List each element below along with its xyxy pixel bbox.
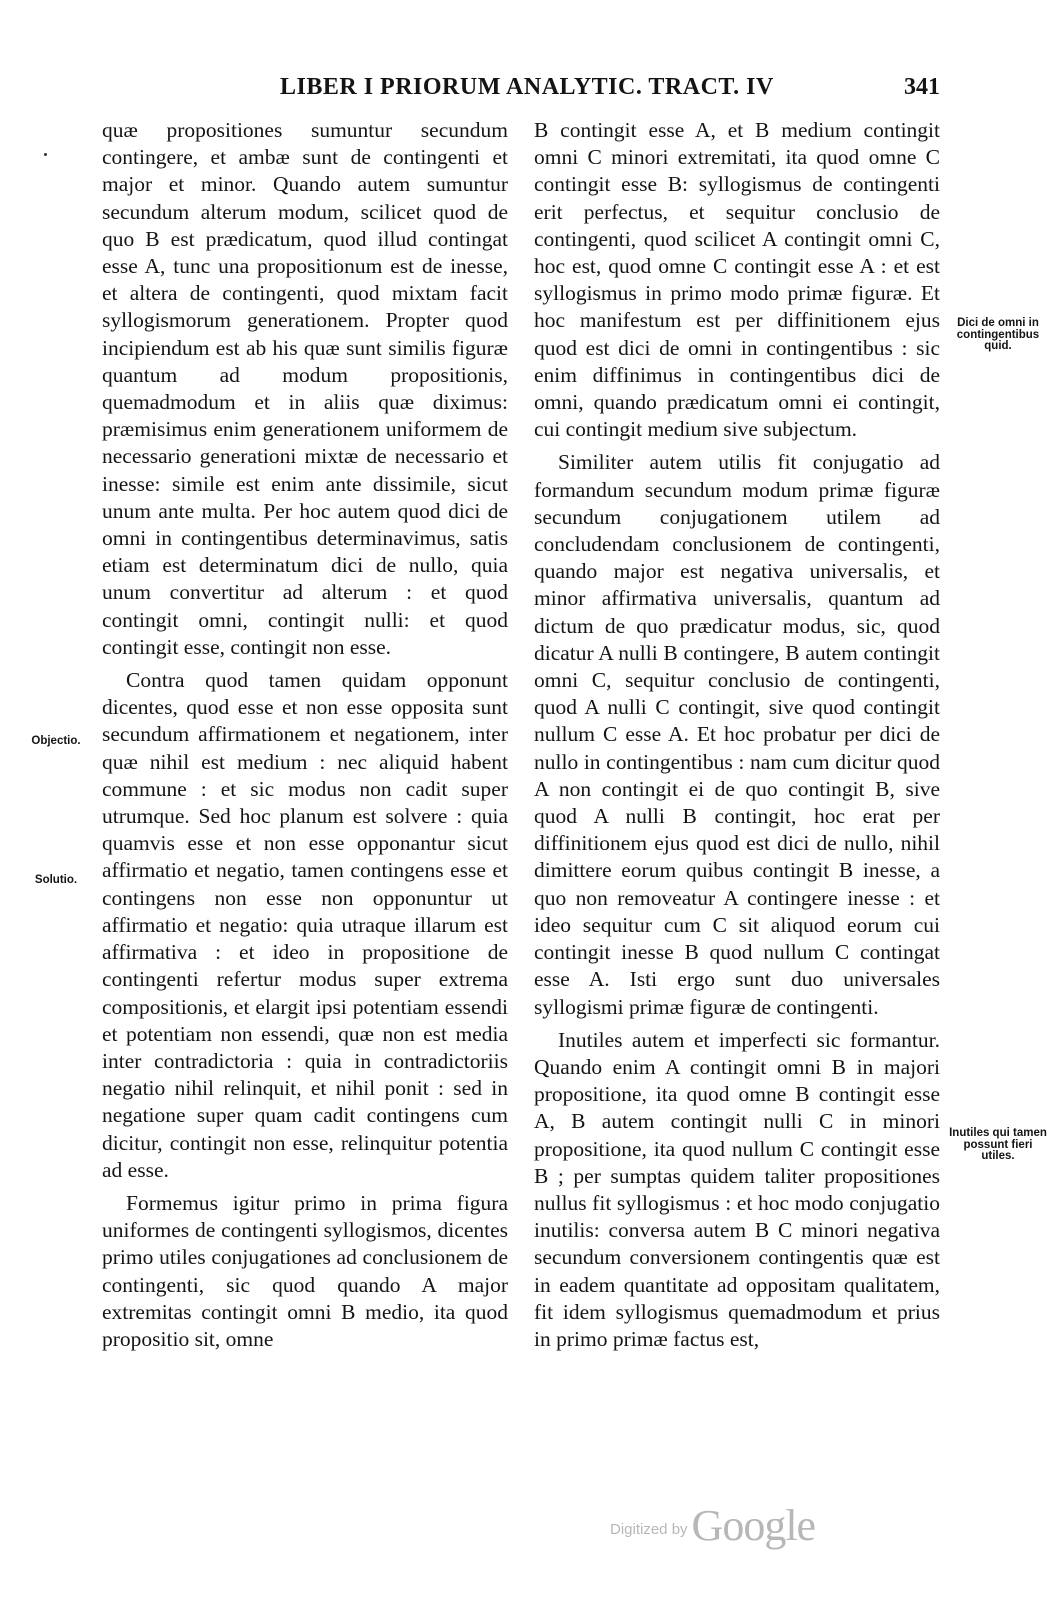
margin-note-objectio: Objectio. [31, 735, 81, 747]
right-column [534, 117, 940, 1359]
google-watermark [610, 1500, 870, 1548]
paragraph: Similiter autem utilis fit conjugatio ad formandum secundum modum primæ figuræ secundum conjugationem utilem ad concludendam conclusionem de contingenti, quando major est negativa universalis, et minor affirmativa universalis, quantum ad dictum de quo prædicatur modus, sic, quod dicatur A nulli B contingere, B autem contingit omni C, sequitur conclusio de contingenti, quod A nulli C contingit, sive quod contingit nullum C esse A. Et hoc probatur per dici de nullo in contingentibus : nam cum dicitur quod A non contingit ei de quo contingit B, sive quod A nulli B contingit, hoc erat per diffinitionem ejus quod est dici de nullo, nihil dimittere eorum quibus contingit B inesse, a quo non removeatur A contingere inesse : et ideo sequitur cum C sit aliquod eorum cui contingit inesse B quod nullum C contingat esse A. Isti ergo sunt duo universales syllogismi primæ figuræ de contingenti. [534, 450, 940, 1019]
margin-note-solutio: Solutio. [34, 874, 78, 886]
running-head: LIBER I PRIORUM ANALYTIC. TRACT. IV [280, 74, 774, 100]
paragraph: B contingit esse A, et B medium contingit omni C minori extremitati, ita quod omne C contingit esse B: syllogismus de contingenti erit perfectus, et sequitur conclusio de contingenti, quod scilicet A contingit omni C, hoc est, quod omne C contingit esse A : et est syllogismus in primo modo primæ figuræ. Et hoc manifestum est per diffinitionem ejus quod est dici de omni in contingentibus : sic enim diffinimus in contingentibus dici de omni, quando prædicatum omni ei contingit, cui contingit medium sive subjectum. [534, 118, 940, 442]
page-header [280, 74, 940, 106]
google-logo: Google [691, 1501, 816, 1550]
paragraph: Inutiles autem et imperfecti sic formantur. Quando enim A contingit omni B in majori propositione, ita quod omne B contingit esse A, B autem contingit nulli C in minori propositione, ita quod nullum C contingit esse B ; per sumptas quidem taliter propositiones nullus fit syllogismus : et hoc modo conjugatio inutilis: conversa autem B C minori negativa secundum conversionem contingentis quæ est in eadem quantitate ad oppositam qualitatem, fit idem syllogismus quemadmodum et prius in primo primæ factus est, [534, 1027, 940, 1351]
paragraph: Formemus igitur primo in prima figura uniformes de contingenti syllogismos, dicentes primo utiles conjugationes ad conclusionem de contingenti, sic quod quando A major extremitas contingit omni B medio, ita quod propositio sit, omne [102, 1190, 508, 1351]
paragraph: quæ propositiones sumuntur secundum contingere, et ambæ sunt de contingenti et major et minor. Quando autem sumuntur secundum alterum modum, scilicet quod de quo B est prædicatum, quod illud contingat esse A, tunc una propositionum est de inesse, et altera de contingenti, quod mixtam facit syllogismorum generationem. Propter quod incipiendum est ab his quæ sunt similis figuræ quantum ad modum propositionis, quemadmodum et in aliis quæ diximus: præmisimus enim generationem uniformem de necessario generationi mixtæ de necessario et inesse: simile est enim ante dissimile, sicut unum ante multa. Per hoc autem quod dici de omni in contingentibus determinavimus, satis etiam est determinatum dici de nullo, quia unum convertitur ad alterum : et quod contingit omni, contingit nulli: et quod contingit esse, contingit non esse. [102, 118, 508, 659]
left-column [102, 117, 508, 1359]
margin-note-inutiles: Inutiles qui tamen possunt fieri utiles. [949, 1127, 1047, 1162]
watermark-prefix: Digitized by [610, 1521, 688, 1538]
paragraph: Contra quod tamen quidam opponunt dicentes, quod esse et non esse opposita sunt secundum affirmationem et negationem, inter quæ nihil est medium : nec aliquid habent commune : et sic modus non cadit super utrumque. Sed hoc planum est solvere : quia quamvis esse et non esse opponantur sicut affirmatio et negatio, tamen contingens esse et contingens non esse non opponuntur ut affirmatio et negatio: quia utraque illarum est affirmativa : et ideo in propositione de contingenti refertur modus super extrema compositionis, et elargit ipsi potentiam essendi et potentiam non essendi, quæ non est media inter contradictoria : quia in contradictoriis negatio nihil relinquit, et nihil ponit : sed in negatione super quam cadit contingens cum dicitur, contingit non esse, relinquitur potentia ad esse. [102, 668, 508, 1182]
ink-speck [44, 153, 47, 156]
margin-note-dici-de-omni: Dici de omni in contingentibus quid. [956, 317, 1040, 352]
page-number: 341 [904, 74, 940, 100]
